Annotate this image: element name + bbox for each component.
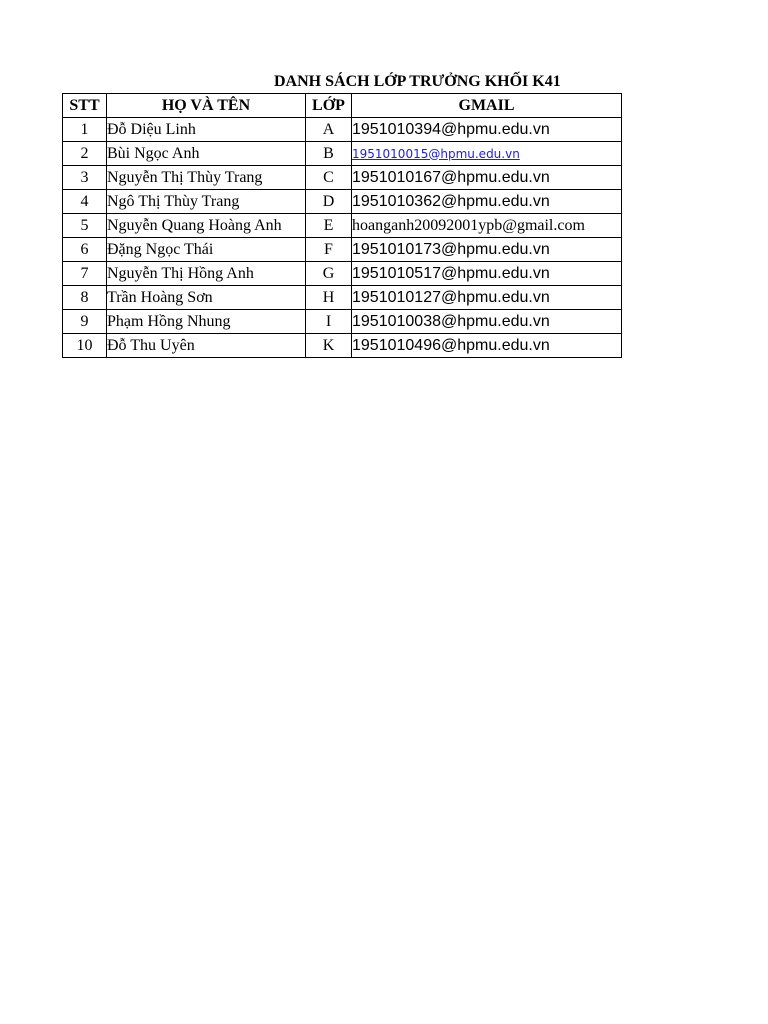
row-name: Ngô Thị Thùy Trang: [107, 190, 306, 214]
table-row: [63, 214, 622, 238]
table-row: [63, 142, 622, 166]
row-class: C: [306, 166, 352, 190]
table-row: [63, 118, 622, 142]
row-name: Đỗ Diệu Linh: [107, 118, 306, 142]
row-name: Phạm Hồng Nhung: [107, 310, 306, 334]
row-name: Bùi Ngọc Anh: [107, 142, 306, 166]
table-row: [63, 334, 622, 358]
row-gmail: 1951010362@hpmu.edu.vn: [352, 190, 622, 214]
table-header-row: [63, 94, 622, 118]
row-gmail: hoanganh20092001ypb@gmail.com: [352, 214, 622, 238]
row-class: E: [306, 214, 352, 238]
row-name: Đặng Ngọc Thái: [107, 238, 306, 262]
row-stt: 9: [63, 310, 107, 334]
class-monitor-table: [62, 93, 622, 358]
row-stt: 8: [63, 286, 107, 310]
row-name: Nguyễn Quang Hoàng Anh: [107, 214, 306, 238]
row-stt: 5: [63, 214, 107, 238]
row-class: F: [306, 238, 352, 262]
column-header-class: LỚP: [306, 94, 352, 118]
table-row: [63, 262, 622, 286]
row-gmail: 1951010127@hpmu.edu.vn: [352, 286, 622, 310]
column-header-stt: STT: [63, 94, 107, 118]
page-title: DANH SÁCH LỚP TRƯỞNG KHỐI K41: [274, 73, 561, 90]
row-class: G: [306, 262, 352, 286]
row-gmail: 1951010167@hpmu.edu.vn: [352, 166, 622, 190]
row-class: D: [306, 190, 352, 214]
column-header-name: HỌ VÀ TÊN: [107, 94, 306, 118]
row-class: I: [306, 310, 352, 334]
row-gmail: 1951010517@hpmu.edu.vn: [352, 262, 622, 286]
row-gmail: 1951010173@hpmu.edu.vn: [352, 238, 622, 262]
row-name: Đỗ Thu Uyên: [107, 334, 306, 358]
row-stt: 2: [63, 142, 107, 166]
table-row: [63, 166, 622, 190]
row-stt: 7: [63, 262, 107, 286]
table-row: [63, 286, 622, 310]
row-stt: 10: [63, 334, 107, 358]
row-stt: 1: [63, 118, 107, 142]
row-gmail: [352, 142, 622, 166]
row-class: H: [306, 286, 352, 310]
row-name: Nguyễn Thị Thùy Trang: [107, 166, 306, 190]
row-stt: 4: [63, 190, 107, 214]
row-class: A: [306, 118, 352, 142]
row-name: Trần Hoàng Sơn: [107, 286, 306, 310]
row-stt: 3: [63, 166, 107, 190]
email-link[interactable]: 1951010015@hpmu.edu.vn: [352, 146, 520, 161]
column-header-gmail: GMAIL: [352, 94, 622, 118]
row-gmail: 1951010394@hpmu.edu.vn: [352, 118, 622, 142]
row-class: K: [306, 334, 352, 358]
row-gmail: 1951010496@hpmu.edu.vn: [352, 334, 622, 358]
table-row: [63, 238, 622, 262]
row-name: Nguyễn Thị Hồng Anh: [107, 262, 306, 286]
row-class: B: [306, 142, 352, 166]
table-row: [63, 310, 622, 334]
table-row: [63, 190, 622, 214]
row-stt: 6: [63, 238, 107, 262]
row-gmail: 1951010038@hpmu.edu.vn: [352, 310, 622, 334]
